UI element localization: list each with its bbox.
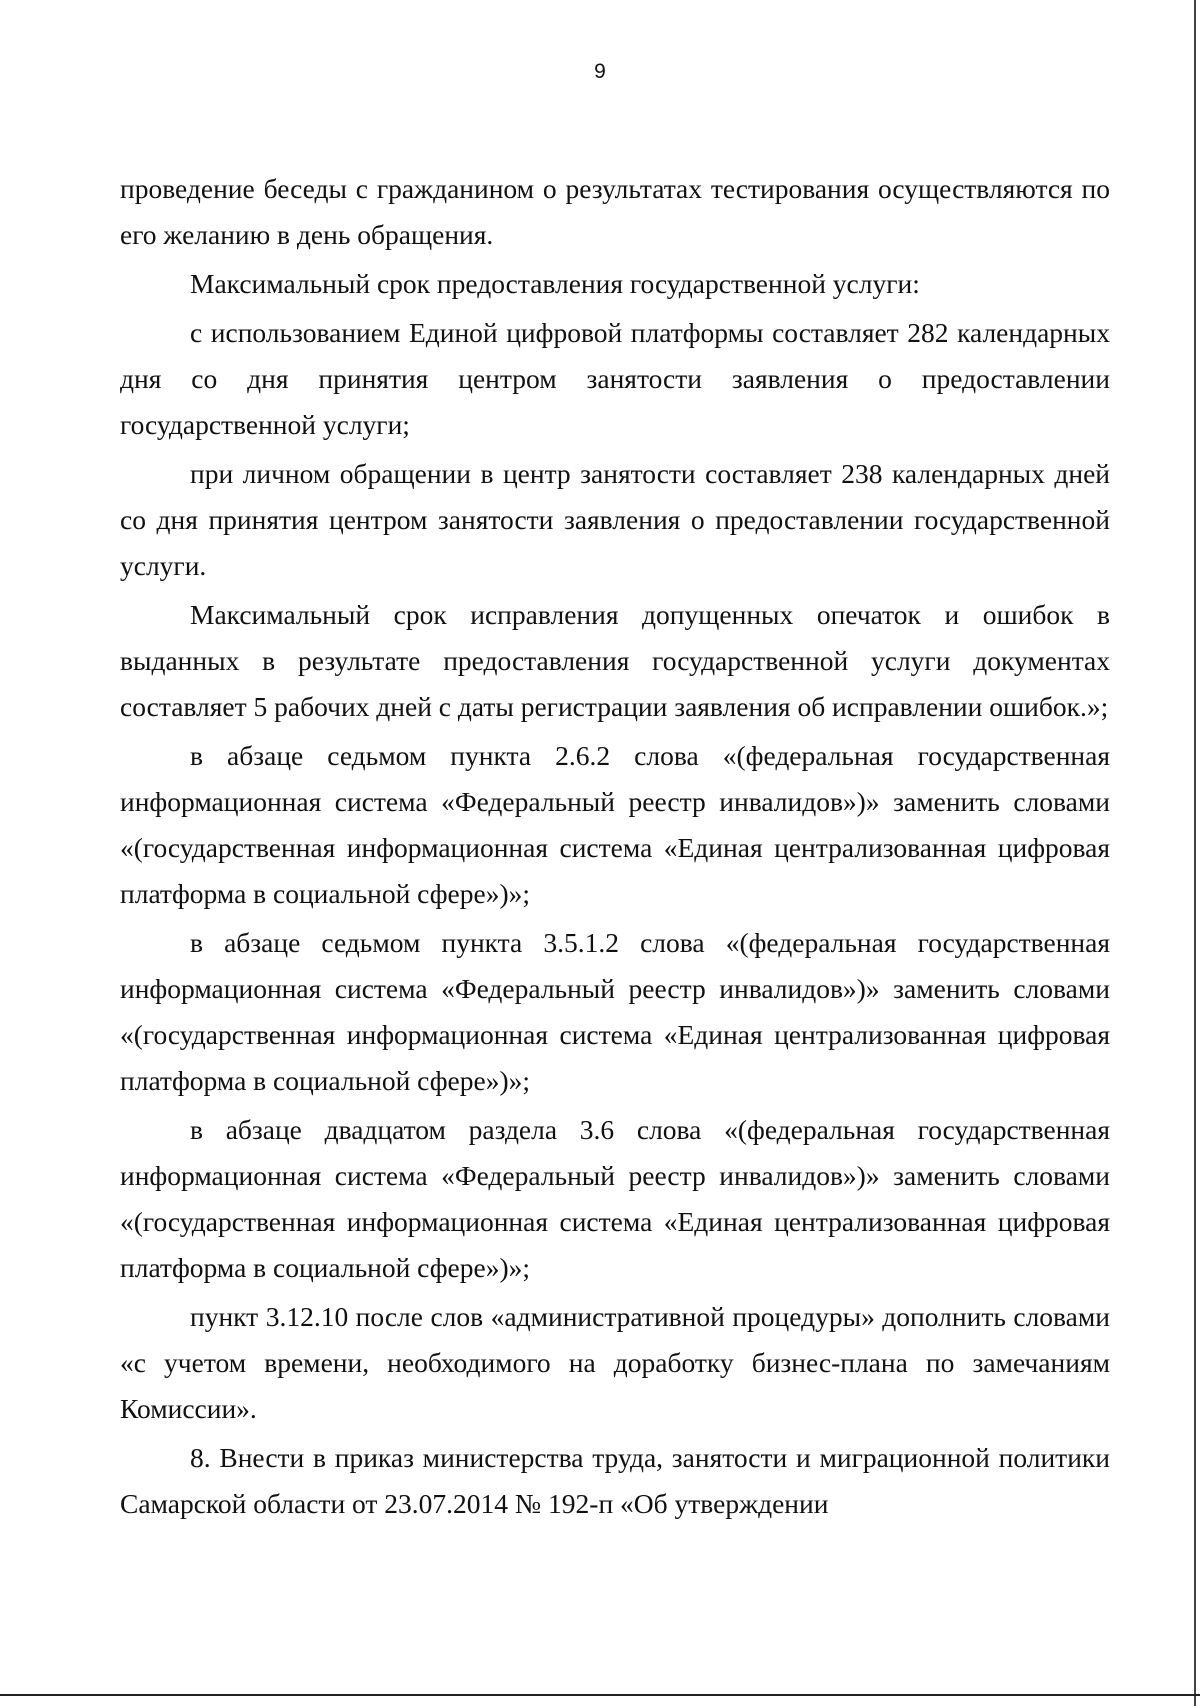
paragraph-amendment-3-12-10: пункт 3.12.10 после слов «административной процедуры» дополнить словами «с учетом времени, необходимого на доработку бизнес-плана по замечаниям Комиссии». (120, 1301, 1110, 1424)
scan-edge-bottom (0, 1694, 1200, 1696)
paragraph-digital-platform-term: с использованием Единой цифровой платформы составляет 282 календарных дня со дня принятия центром занятости заявления о предоставлении государственной услуги; (120, 317, 1110, 440)
paragraph-amendment-2-6-2: в абзаце седьмом пункта 2.6.2 слова «(федеральная государственная информационная система «Федеральный реестр инвалидов»)» заменить словами «(государственная информационная система «Единая централизованная цифровая платформа в социальной сфере»)»; (120, 740, 1110, 909)
paragraph-personal-visit-term: при личном обращении в центр занятости составляет 238 календарных дней со дня принятия центром занятости заявления о предоставлении государственной услуги. (120, 458, 1110, 581)
paragraph-amendment-3-5-1-2: в абзаце седьмом пункта 3.5.1.2 слова «(федеральная государственная информационная система «Федеральный реестр инвалидов»)» заменить словами «(государственная информационная система «Единая централизованная цифровая платформа в социальной сфере»)»; (120, 927, 1110, 1096)
paragraph-error-correction-term: Максимальный срок исправления допущенных опечаток и ошибок в выданных в результате предоставления государственной услуги документах составляет 5 рабочих дней с даты регистрации заявления об исправлении ошибок.»; (120, 599, 1110, 722)
paragraph-amendment-3-6: в абзаце двадцатом раздела 3.6 слова «(федеральная государственная информационная система «Федеральный реестр инвалидов»)» заменить словами «(государственная информационная система «Единая централизованная цифровая платформа в социальной сфере»)»; (120, 1114, 1110, 1283)
paragraph-continuation: проведение беседы с гражданином о результатах тестирования осуществляются по его желанию в день обращения. (120, 173, 1110, 250)
paragraph-max-term-heading: Максимальный срок предоставления государственной услуги: (190, 268, 920, 299)
page-number: 9 (594, 60, 606, 83)
document-body (120, 166, 1110, 1527)
paragraph-item-8: 8. Внести в приказ министерства труда, занятости и миграционной политики Самарской области от 23.07.2014 № 192-п «Об утверждении (120, 1442, 1110, 1519)
scan-edge-right (1194, 0, 1196, 1706)
